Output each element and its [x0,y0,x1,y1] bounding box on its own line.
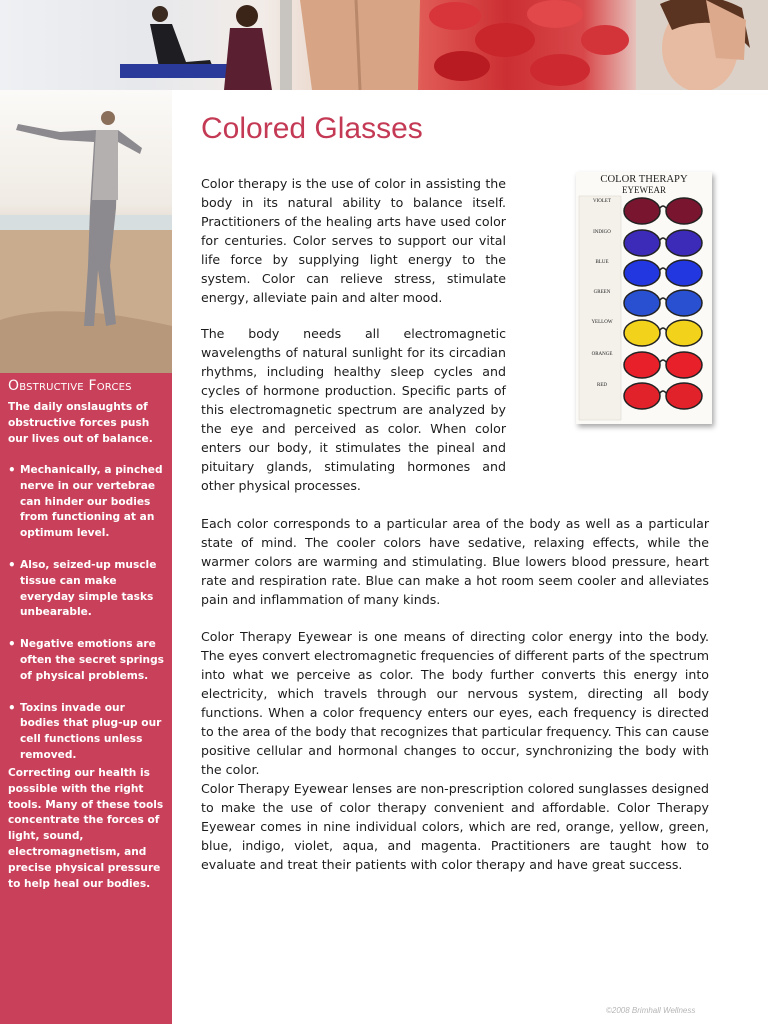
bridge [660,268,666,270]
beach-woman-illustration [0,90,172,373]
glasses-group [624,198,702,409]
sunglasses-red [624,383,702,409]
lens [624,198,660,224]
lens [666,260,702,286]
sidebar-heading: Obstructive Forces [8,378,132,394]
sidebar-closing: Correcting our health is possible with the right tools. Many of these tools concentrate the forces of light, sound, electromagnetism, and precise physical pressure to help heal our bodies. [8,767,164,890]
eyewear-heading-line2: EYEWEAR [622,185,666,195]
lens [666,290,702,316]
eyewear-chart-heading [576,174,712,196]
sunglasses-green [624,290,702,316]
eyewear-label: BLUE [595,260,609,265]
sidebar-bullet: • Mechanically, a pinched nerve in our vertebrae can hinder our bodies from functioning at an optimum level. [20,463,166,542]
sidebar-bullet-list [0,463,166,780]
bridge [660,298,666,300]
bridge [660,360,666,362]
copyright-footer: ©2008 Brimhall Wellness [606,1006,696,1015]
paragraph-5: Color Therapy Eyewear lenses are non-prescription colored sunglasses designed to make the use of color therapy convenient and affordable. Color Therapy Eyewear comes in nine individual colors, which are red, orange, yellow, green, blue, indigo, violet, aqua, and magenta. Practitioners are taught how to evaluate and treat their patients with color therapy and have great success. [201,781,709,872]
eyewear-label: YELLOW [591,320,613,325]
bridge [660,328,666,330]
paragraph-2: The body needs all electromagnetic wavelengths of natural sunlight for its circadian rhythms, including healthy sleep cycles and cycles of hormone production. Specific parts of this electromagnetic spectrum are analyzed by the eye and perceived as color. When color enters our body, it stimulates the pineal and pituitary glands, stimulating hormones and other physical processes. [201,326,506,493]
lens [624,290,660,316]
lens [624,320,660,346]
header-photo-banner [0,0,768,90]
sunglasses-yellow [624,320,702,346]
eyewear-label: VIOLET [592,199,612,204]
color-therapy-eyewear-chart [576,172,712,424]
lens [624,230,660,256]
eyewear-label: GREEN [593,290,611,295]
paragraph-1: Color therapy is the use of color in assisting the body in its natural ability to balance itself. Practitioners of the healing arts have used color for centuries. Color serves to support our vital life force by supplying light energy to the system. Color can relieve stress, stimulate energy, alleviate pain and alter mood. [201,176,506,305]
lens [666,198,702,224]
lens [666,352,702,378]
sunglasses-blue [624,260,702,286]
eyewear-label: INDIGO [593,230,611,235]
eyewear-label: ORANGE [591,352,613,357]
eyewear-label: RED [597,383,607,388]
sunglasses-indigo [624,230,702,256]
sunglasses-violet [624,198,702,224]
sunglasses-orange [624,352,702,378]
sidebar-intro: The daily onslaughts of obstructive forces push our lives out of balance. [8,401,153,445]
lens [666,230,702,256]
lens [666,320,702,346]
banner-collage-illustration [0,0,768,90]
lens [624,352,660,378]
sidebar-bullet: • Negative emotions are often the secret springs of physical problems. [20,637,166,684]
paragraph-3: Each color corresponds to a particular area of the body as well as a particular state of mind. The cooler colors have sedative, relaxing effects, while the warmer colors are warming and stimulating. Blue lowers blood pressure, heart rate and respiration rate. Blue can make a hot room seem cooler and alleviates pain and inflammation of many kinds. [201,516,709,607]
sidebar-panel [0,373,172,1024]
eyewear-heading-line1: COLOR THERAPY [600,174,688,185]
bridge [660,238,666,240]
lens [624,383,660,409]
lens [624,260,660,286]
paragraph-4: Color Therapy Eyewear is one means of directing color energy into the body. The eyes convert electromagnetic frequencies of different parts of the spectrum into what we perceive as color. The body further converts this energy into electricity, which travels through our nervous system, directing all body functions. When a color frequency enters our eyes, each frequency is directed to the area of the body that recognizes that particular frequency. This can cause positive cellular and hormonal changes to occur, synchronizing the body with the color. [201,629,709,777]
page-title: Colored Glasses [201,112,423,145]
sidebar-bullet: • Also, seized-up muscle tissue can make everyday simple tasks unbearable. [20,558,166,621]
bridge [660,391,666,393]
bridge [660,206,666,208]
beach-woman-photo [0,90,172,373]
lens [666,383,702,409]
sidebar-bullet: • Toxins invade our bodies that plug-up our cell functions unless removed. [20,701,166,764]
